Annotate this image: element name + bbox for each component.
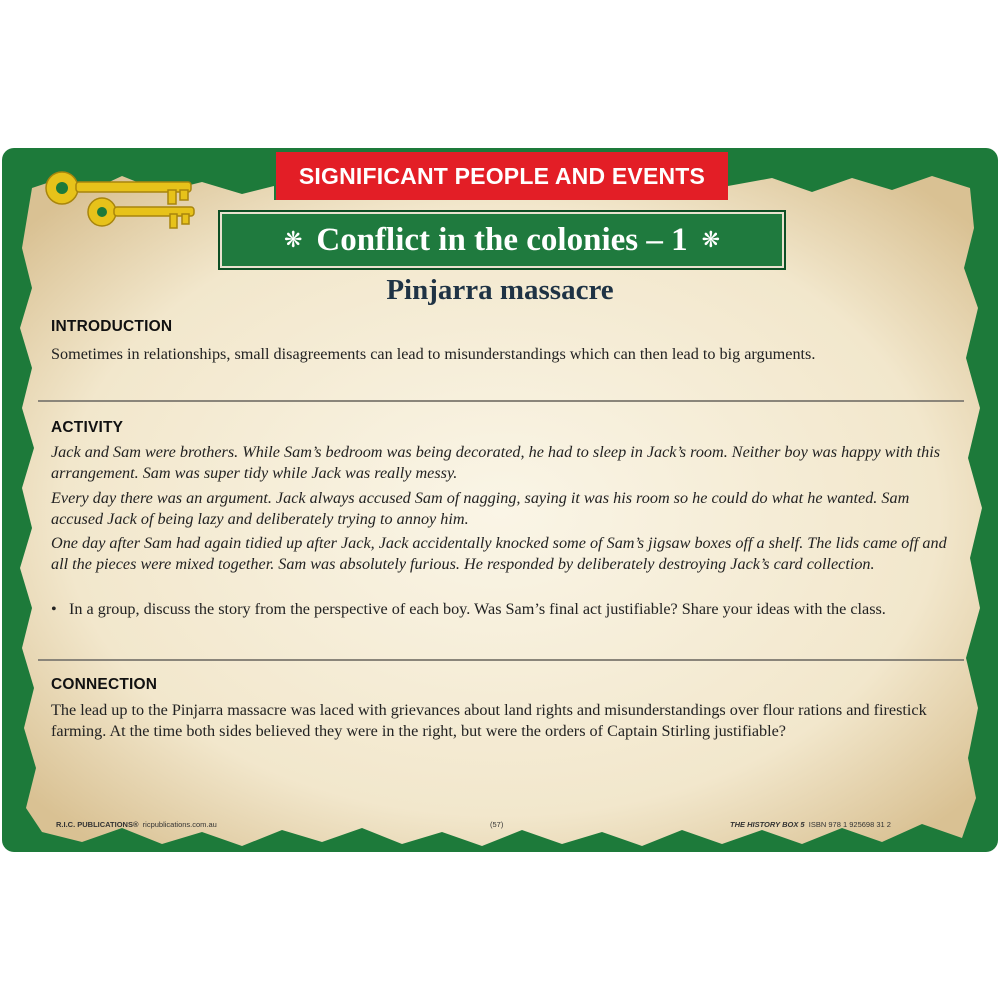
ornament-left-icon: ❋: [283, 227, 303, 253]
activity-card: [2, 148, 998, 852]
page-subtitle: Pinjarra massacre: [386, 274, 614, 306]
golden-keys-icon: [40, 162, 200, 242]
footer-page-number: (57): [490, 820, 504, 829]
introduction-heading: INTRODUCTION: [51, 318, 173, 335]
connection-heading: CONNECTION: [51, 676, 158, 693]
ornament-right-icon: ❋: [701, 227, 721, 253]
connection-text: The lead up to the Pinjarra massacre was laced with grievances about land rights and misunderstandings over flour rations and firestick farming. At the time both sides believed they were in the right, but were the orders of Captain Stirling justifiable?: [51, 701, 927, 740]
category-banner: SIGNIFICANT PEOPLE AND EVENTS: [276, 152, 728, 200]
activity-paragraph-1: Jack and Sam were brothers. While Sam’s bedroom was being decorated, he had to sleep in Jack’s room. Neither boy was happy with this arrangement. Sam was super tidy while Jack was really messy.: [51, 443, 940, 482]
publisher-website: ricpublications.com.au: [142, 820, 217, 829]
series-isbn: ISBN 978 1 925698 31 2: [808, 820, 891, 829]
series-name: THE HISTORY BOX 5: [730, 820, 805, 829]
activity-bullet-text: In a group, discuss the story from the perspective of each boy. Was Sam’s final act justifiable? Share your ideas with the class.: [69, 600, 886, 618]
divider: [38, 400, 964, 402]
publisher-name: R.I.C. PUBLICATIONS®: [56, 820, 139, 829]
title-plate: [218, 210, 786, 270]
activity-paragraph-3: One day after Sam had again tidied up after Jack, Jack accidentally knocked some of Sam’s jigsaw boxes off a shelf. The lids came off and all the pieces were mixed together. Sam was absolutely furious. He responded by deliberately destroying Jack’s card collection.: [51, 534, 947, 573]
page-title: Conflict in the colonies – 1: [316, 221, 688, 258]
activity-bullet: [51, 599, 961, 620]
activity-paragraph-2: Every day there was an argument. Jack always accused Sam of nagging, saying it was his room so he could do what he wanted. Sam accused Jack of being lazy and deliberately trying to annoy him.: [51, 489, 910, 528]
activity-heading: ACTIVITY: [51, 419, 124, 436]
footer-series: [730, 820, 891, 829]
introduction-text: Sometimes in relationships, small disagreements can lead to misunderstandings which can then lead to big arguments.: [51, 345, 816, 363]
footer-publisher: [56, 820, 217, 829]
bullet-icon: •: [51, 600, 57, 618]
divider: [38, 659, 964, 661]
